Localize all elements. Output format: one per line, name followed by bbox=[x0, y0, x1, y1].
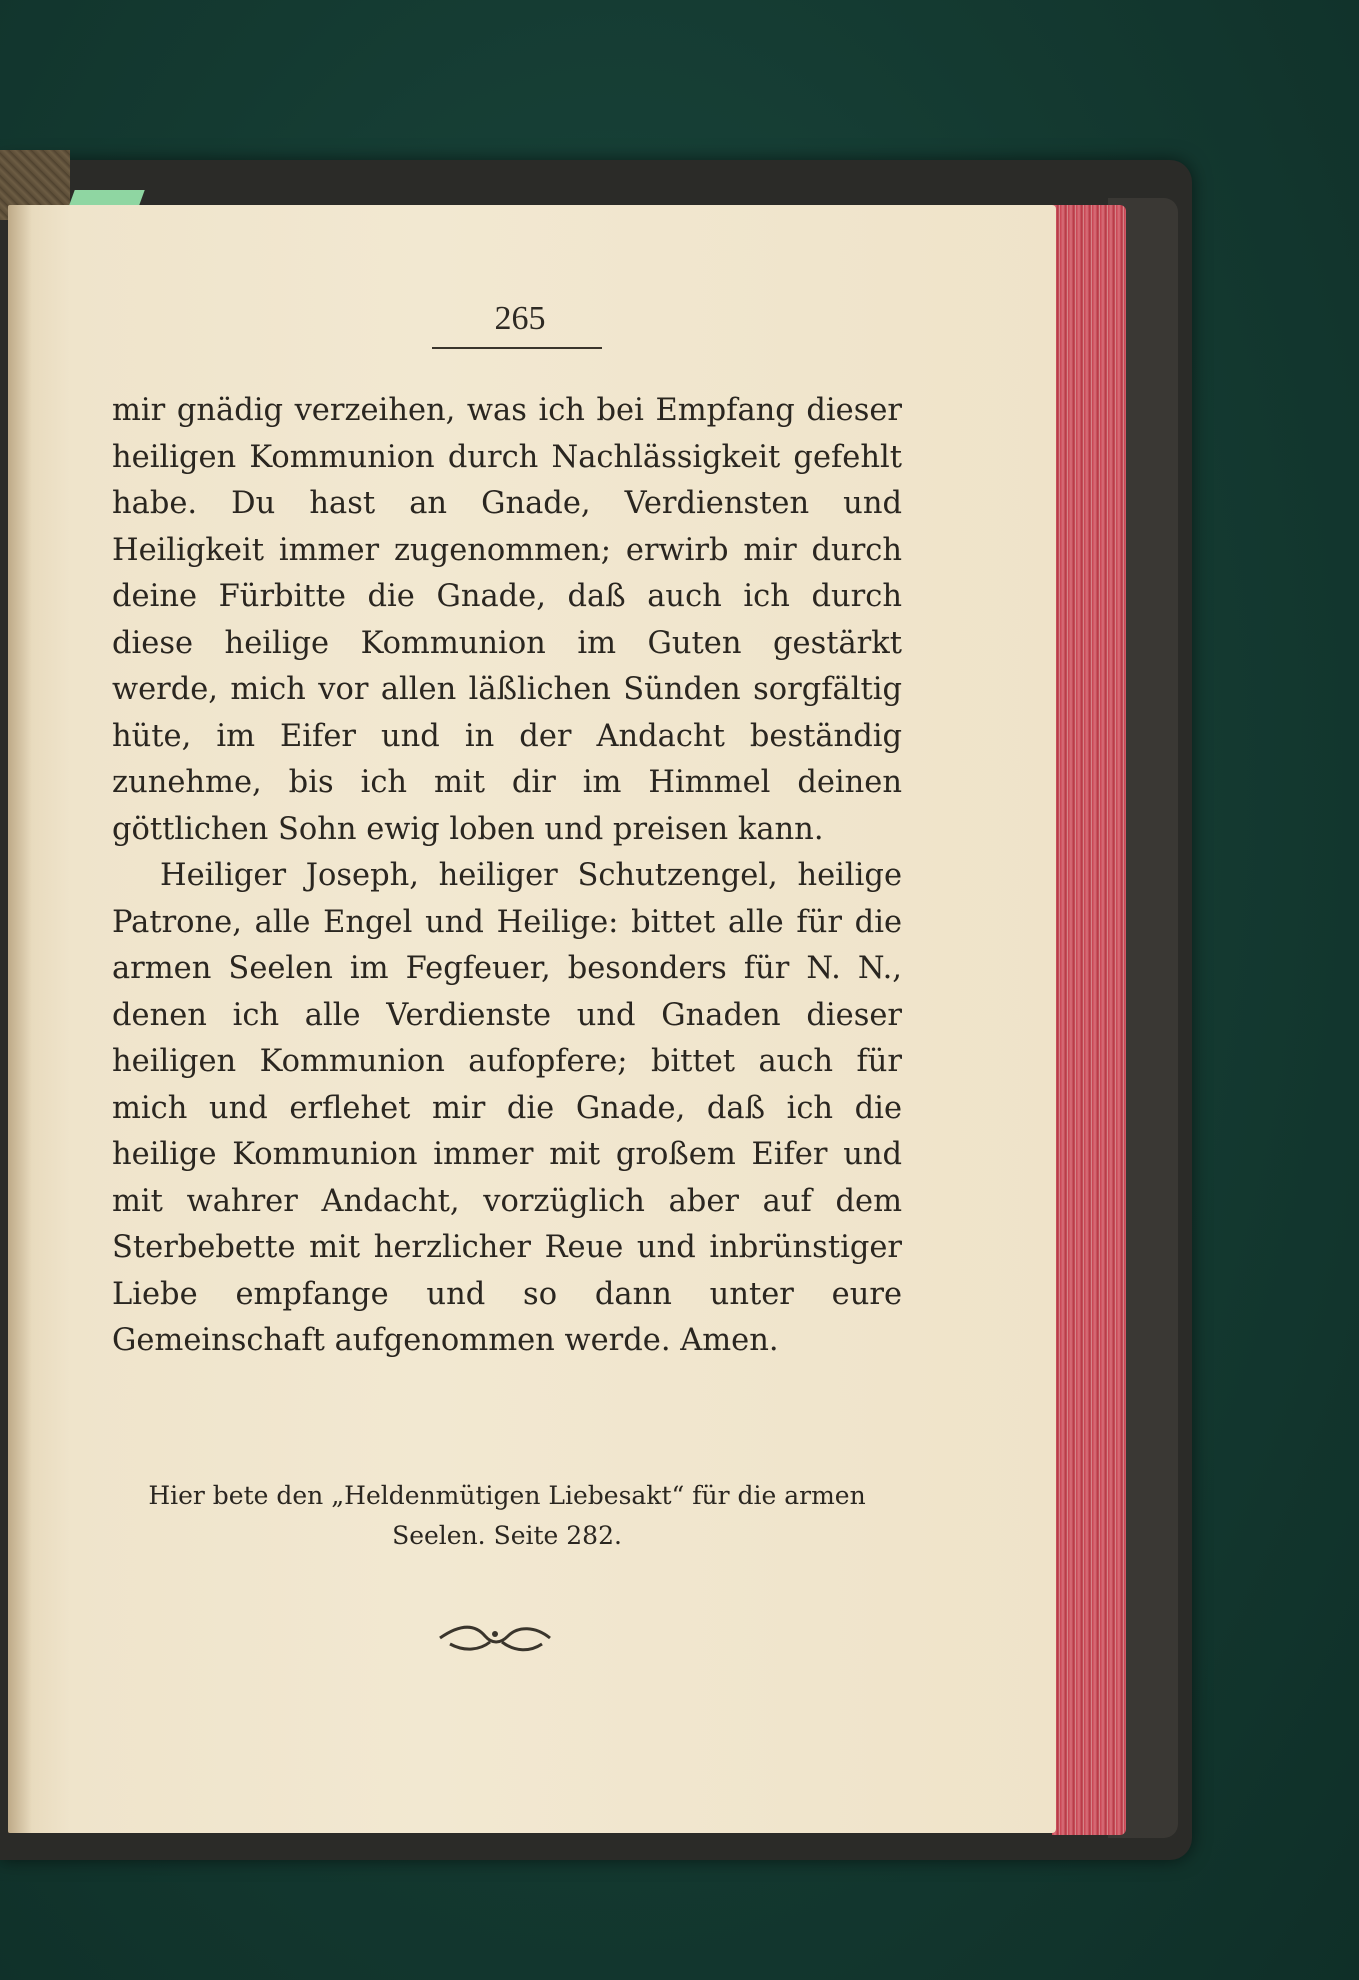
ornament-icon bbox=[430, 1620, 560, 1656]
page-gutter-shadow bbox=[8, 205, 32, 1833]
paragraph-1: mir gnädig verzeihen, was ich bei Empfang dieser heiligen Kommunion durch Nachlässigkeit gefehlt habe. Du hast an Gnade, Verdiensten und Heiligkeit immer zugenommen; erwirb mir durch deine Fürbitte die Gnade, daß auch ich durch diese heilige Kommunion im Guten gestärkt werde, mich vor allen läßlichen Sünden sorgfältig hüte, im Eifer und in der Andacht beständig zunehme, bis ich mit dir im Himmel deinen göttlichen Sohn ewig loben und preisen kann. bbox=[112, 393, 902, 847]
red-page-edges bbox=[1052, 205, 1126, 1835]
paragraph-2: Heiliger Joseph, heiliger Schutzengel, heilige Patrone, alle Engel und Heilige: bittet alle für die armen Seelen im Fegfeuer, besonders für N. N., denen ich alle Verdienste und Gnaden dieser heiligen Kommunion aufopfere; bittet auch für mich und erflehet mir die Gnade, daß ich die heilige Kommunion immer mit großem Eifer und mit wahrer Andacht, vorzüglich aber auf dem Sterbebette mit herzlicher Reue und inbrünstiger Liebe empfange und so dann unter eure Gemeinschaft aufgenommen werde. Amen. bbox=[112, 858, 902, 1358]
body-text bbox=[112, 388, 902, 1365]
header-rule bbox=[432, 347, 602, 349]
footnote-instruction: Hier bete den „Heldenmütigen Liebesakt“ für die armen Seelen. Seite 282. bbox=[148, 1481, 866, 1550]
page-number: 265 bbox=[494, 300, 546, 337]
